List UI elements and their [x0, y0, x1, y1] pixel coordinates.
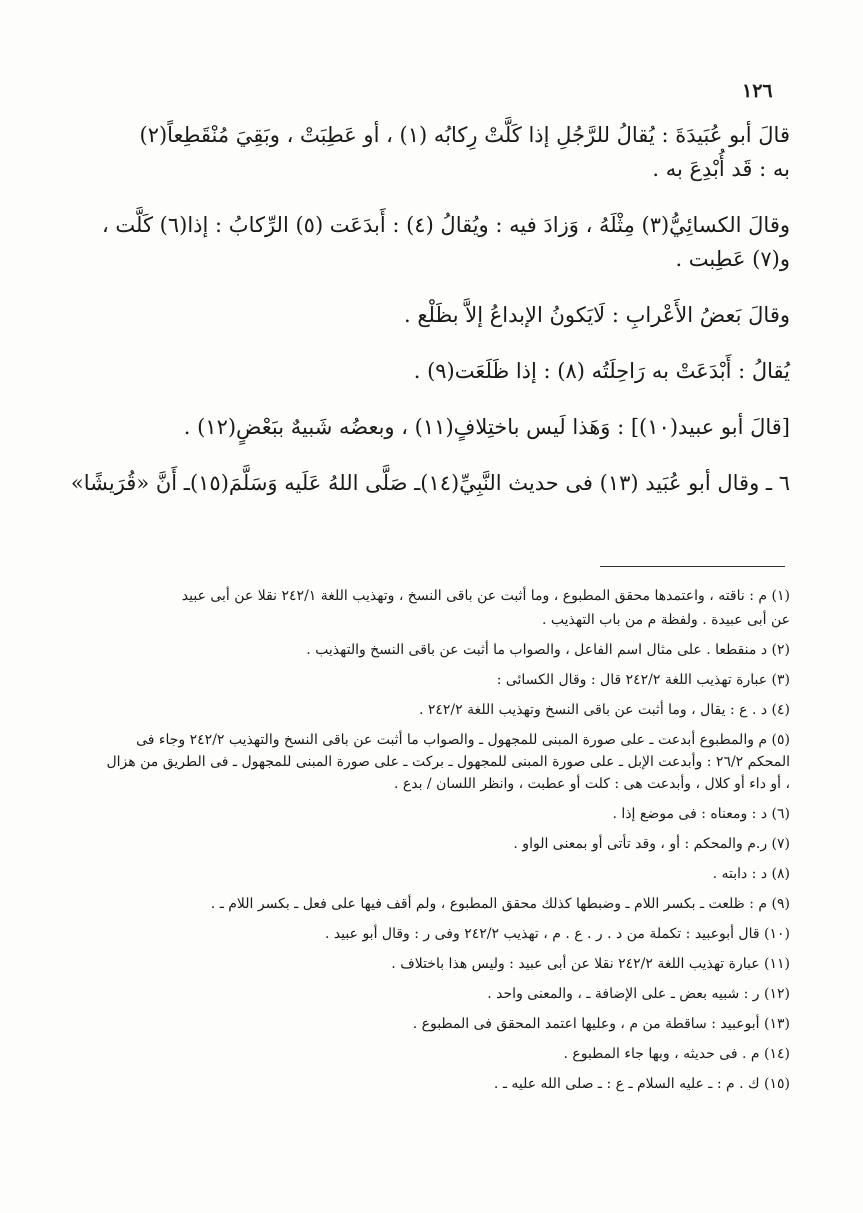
footnote: (٧) ر.م والمحكم : أو ، وقد تأتى أو بمعنى الواو .: [513, 836, 790, 852]
footnote: (٨) د : دابته .: [712, 866, 790, 882]
footnote: (١٤) م . فى حديثه ، وبها جاء المطبوع .: [563, 1046, 790, 1062]
footnote: (٤) د . ع : يقال ، وما أثبت عن باقى النسخ وتهذيب اللغة ٢٤٢/٢ .: [418, 702, 790, 718]
page-number: ١٢٦: [742, 80, 773, 102]
body-line: ٦ ـ وقال أبو عُبَيد (١٣) فى حديث النَّبِيِّ(١٤)ـ صَلَّى اللهُ عَلَيه وَسَلَّمَ(١٥)ـ أَنَّ «قُرَيشًا»: [70, 471, 790, 495]
body-line: و(٧) عَطِبت .: [675, 247, 790, 271]
footnote: (١٠) قال أبوعبيد : تكملة من د . ر . ع . م ، تهذيب ٢٤٢/٢ وفى ر : وقال أبو عبيد .: [324, 926, 790, 942]
footnote: (١٢) ر : شبيه بعض ـ على الإضافة ـ ، والمعنى واحد .: [487, 986, 790, 1002]
body-line: قالَ أبو عُبَيدَةَ : يُقالُ للرَّجُلِ إذا كَلَّتْ رِكابُه (١) ، أو عَطِبَتْ ، وبَقِيَ مُنْقَطِعاً(٢): [139, 123, 790, 147]
footnote: (١٥) ك . م : ـ عليه السلام ـ ع : ـ صلى الله عليه ـ .: [493, 1076, 790, 1092]
footnotes: [100, 585, 790, 1103]
footnote-divider: [600, 566, 785, 567]
body-line: وقالَ الكسائِيُّ(٣) مِثْلَهُ ، وَزادَ فيه : ويُقالُ (٤) : أَبدَعَت (٥) الرِّكابُ : إذا(٦) كَلَّت ،: [101, 213, 790, 237]
footnote: (١٣) أبوعبيد : ساقطة من م ، وعليها اعتمد المحقق فى المطبوع .: [412, 1016, 790, 1032]
body-line: يُقالُ : أَبْدَعَتْ به رَاحِلَتُه (٨) : إذا ظَلَعَت(٩) .: [413, 359, 790, 383]
footnote: (٩) م : ظلعت ـ بكسر اللام ـ وضبطها كذلك محقق المطبوع ، ولم أقف فيها على فعل ـ بكسر اللام ـ .: [210, 896, 790, 912]
footnote: (٦) د : ومعناه : فى موضع إذا .: [612, 806, 790, 822]
footnote: (١١) عبارة تهذيب اللغة ٢٤٢/٢ نقلا عن أبى عبيد : وليس هذا باختلاف .: [391, 956, 790, 972]
body-line: [قالَ أبو عبيد(١٠)] : وَهَذا لَيس باختِلافٍ(١١) ، وبعضُه شَبيهٌ ببَعْضٍ(١٢) .: [183, 415, 790, 439]
footnote: (٢) د منقطعا . على مثال اسم الفاعل ، والصواب ما أثبت عن باقى النسخ والتهذيب .: [306, 642, 790, 658]
footnote: عن أبى عبيدة . ولفظة م من باب التهذيب .: [542, 612, 790, 628]
body-line: وقالَ بَعضُ الأَعْرابِ : لَايَكونُ الإبداعُ إلاَّ بظَلْع .: [404, 303, 790, 327]
footnote: (٥) م والمطبوع أبدعت ـ على صورة المبنى للمجهول ـ والصواب ما أثبت عن باقى النسخ والتهذيب ٢٤٢/٢ وجاء فى المحكم ٢٦/٢ : وأبدعت الإبل ـ على صورة المبنى للمجهول ـ بركت ـ على صورة المبنى للمجهول ـ فى الطريق من هزال ، أو داء أو كلال ، وأبدعت هى : كلت أو عطبت ، وانظر اللسان / بدع .: [106, 732, 790, 792]
main-text: [70, 118, 790, 500]
body-line: به : قَد أُبْدِعَ به .: [652, 157, 790, 181]
footnote: (١) م : ناقته ، واعتمدها محقق المطبوع ، وما أثبت عن باقى النسخ ، وتهذيب اللغة ٢٤٢/١ نقلا عن أبى عبيد: [181, 588, 790, 604]
footnote: (٣) عبارة تهذيب اللغة ٢٤٢/٢ قال : وقال الكسائى :: [496, 672, 790, 688]
